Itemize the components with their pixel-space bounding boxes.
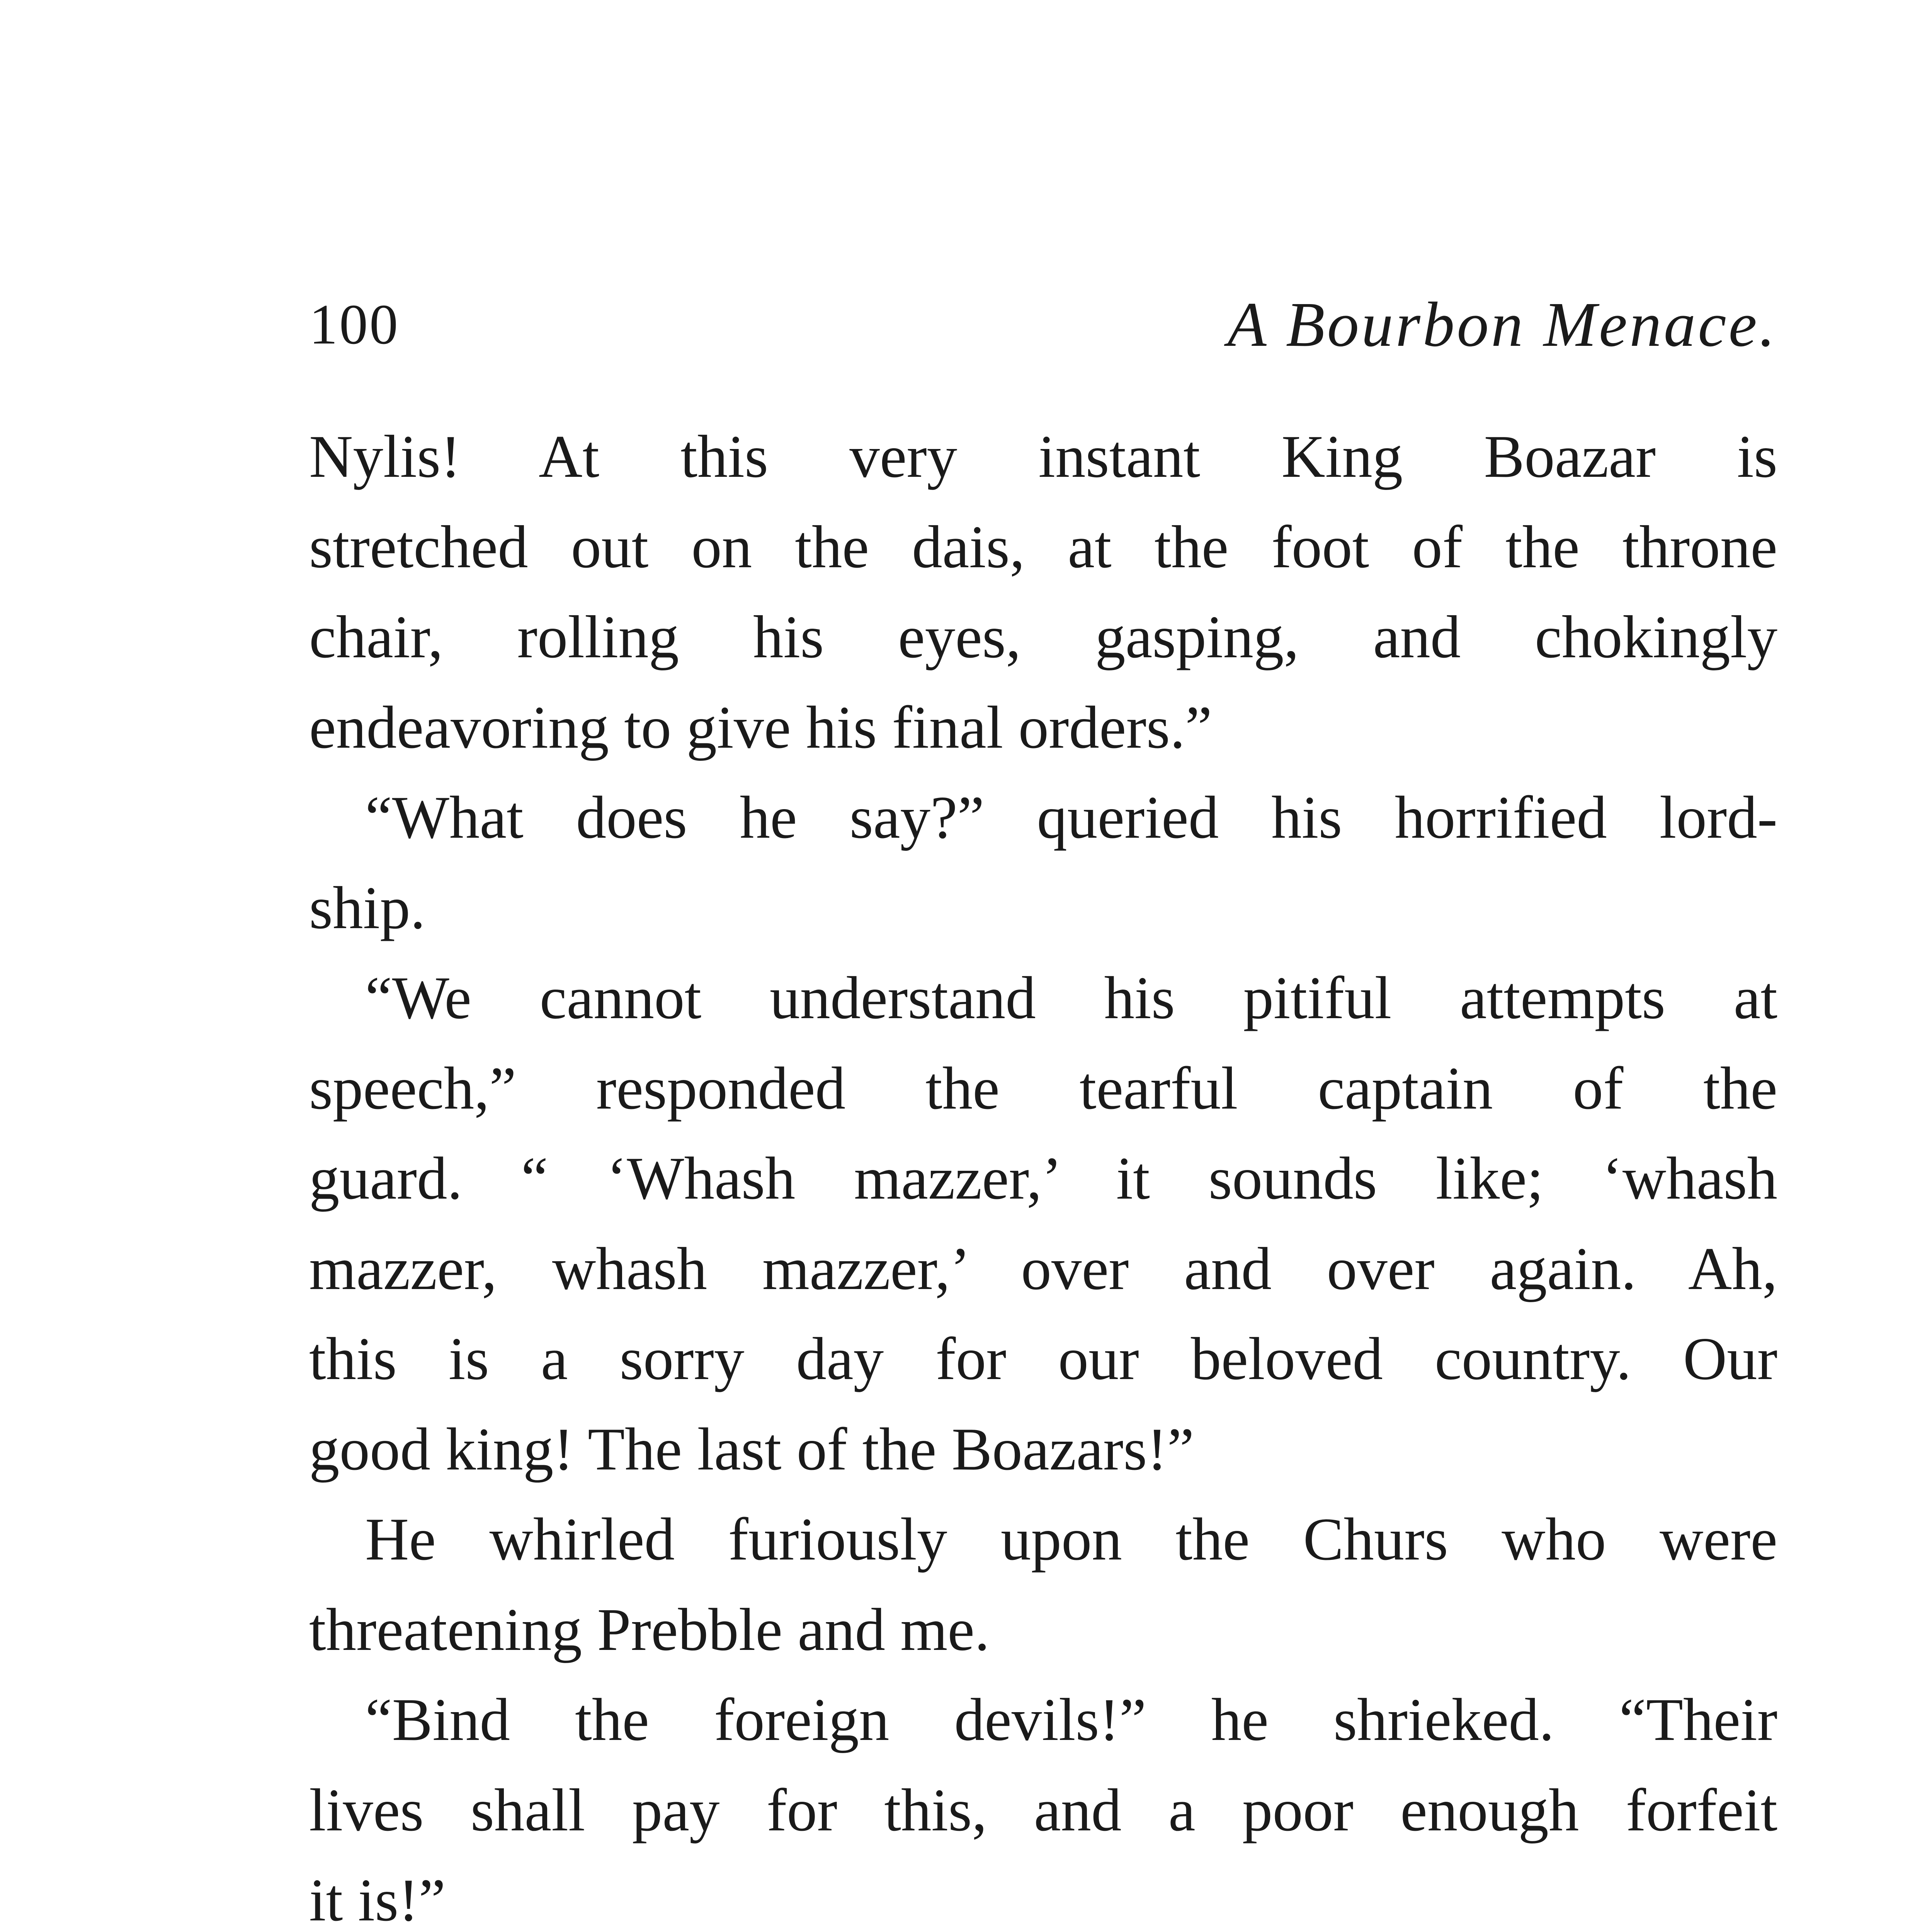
text-line: Nylis! At this very instant King Boazar is (309, 423, 1777, 490)
text-line: ship. (309, 874, 425, 941)
running-title: A Bourbon Menace. (1227, 289, 1777, 360)
text-line: chair, rolling his eyes, gasping, and chokingly (309, 603, 1777, 670)
running-head (309, 286, 1777, 363)
text-line: guard. “ ‘Whash mazzer,’ it sounds like; ‘whash (309, 1145, 1777, 1212)
text-line: “We cannot understand his pitiful attempts at (365, 964, 1777, 1031)
text-line: mazzer, whash mazzer,’ over and over again. Ah, (309, 1235, 1777, 1302)
text-line: lives shall pay for this, and a poor enough forfeit (309, 1776, 1777, 1844)
text-line: this is a sorry day for our beloved country. Our (309, 1325, 1777, 1392)
text-line: it is!” (309, 1866, 446, 1932)
text-line: He whirled furiously upon the Churs who were (365, 1505, 1777, 1573)
text-line: endeavoring to give his final orders.” (309, 693, 1212, 761)
text-line: good king! The last of the Boazars!” (309, 1415, 1194, 1483)
text-line: speech,” responded the tearful captain of the (309, 1054, 1777, 1122)
text-line: “Bind the foreign devils!” he shrieked. “Their (365, 1686, 1777, 1753)
text-line: stretched out on the dais, at the foot of the throne (309, 513, 1777, 580)
body-text (309, 412, 1777, 1932)
text-line: threatening Prebble and me. (309, 1595, 990, 1663)
text-line: “What does he say?” queried his horrified lord- (365, 784, 1777, 851)
page-number: 100 (309, 293, 400, 356)
